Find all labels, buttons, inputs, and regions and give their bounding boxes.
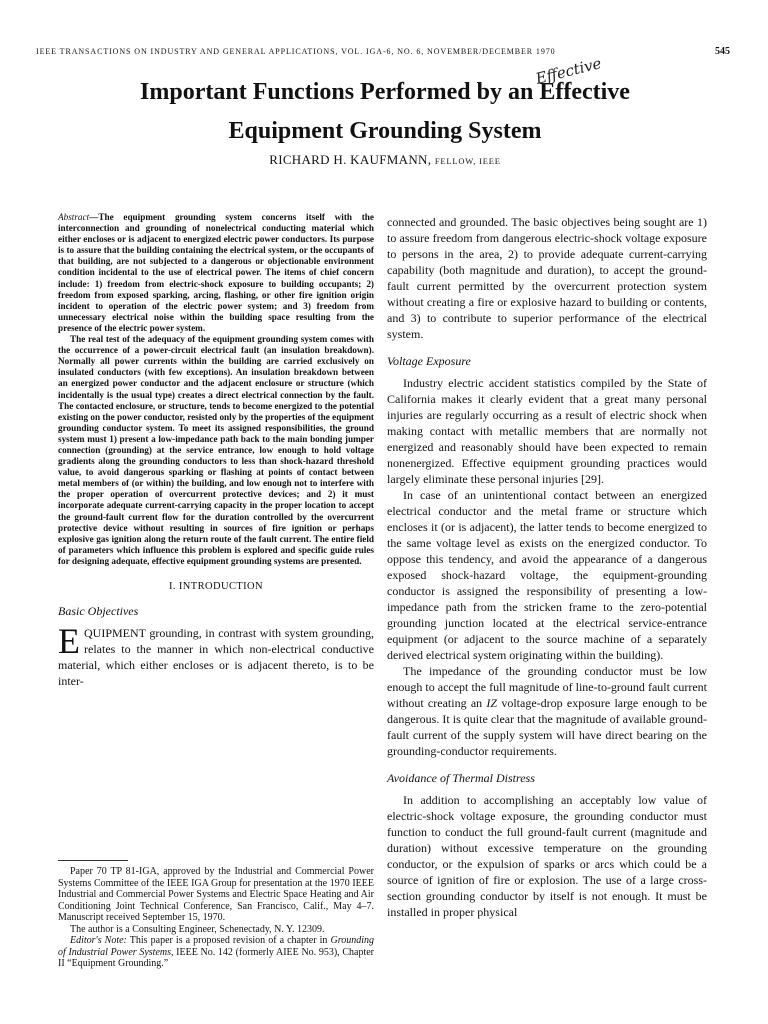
title-line-2: Equipment Grounding System bbox=[228, 118, 542, 144]
subheading-thermal-distress: Avoidance of Thermal Distress bbox=[387, 771, 535, 785]
footnote-paper: Paper 70 TP 81-IGA, approved by the Industrial and Commercial Power Systems Committee of the IEEE IGA Group for presentation at the 1970 IEEE Industrial and Commercial Power Systems and Electric Space Heating and Air Conditioning Joint Technical Conference, San Francisco, Calif., May 4–7. Manuscript received September 15, 1970. bbox=[58, 866, 374, 923]
footnote-author: The author is a Consulting Engineer, Schenectady, N. Y. 12309. bbox=[70, 923, 325, 935]
thermal-paragraph-1: In addition to accomplishing an acceptably low value of electric-shock voltage exposure, the grounding conductor must function to conduct the full ground-fault current (magnitude and duration) without excessive temperature on the grounding conductor, or the expulsion of sparks or arcs which could be a source of ignition of fire or explosion. The use of a large cross-section grounding conductor by itself is not enough. It must be installed in proper physical bbox=[387, 793, 707, 919]
intro-text: QUIPMENT grounding, in contrast with system grounding, relates to the manner in which non-electrical conductive material, which either encloses or is adjacent thereto, is to be inter- bbox=[58, 626, 374, 688]
editor-label: Editor's Note: bbox=[70, 935, 127, 946]
author-grade: FELLOW, IEEE bbox=[434, 156, 501, 166]
editor-italic: Grounding of Industrial Power Systems, bbox=[58, 935, 374, 958]
voltage-p3-b: voltage-drop exposure large enough to be dangerous. It is quite clear that the magnitude of available ground-fault current of the supply system will have direct bearing on the grounding-conductor requirements. bbox=[387, 696, 707, 758]
editor-text-2: IEEE No. 142 (formerly AIEE No. 953), Chapter II “Equipment Grounding.” bbox=[58, 946, 374, 969]
abstract-label: Abstract bbox=[58, 212, 90, 222]
abstract-paragraph-2: The real test of the adequacy of the equipment grounding system comes with the occurrence of a power-circuit electrical fault (an insulation breakdown). Normally all power currents within the building are carried exclusively on insulated conductors (with few exceptions). An insulation breakdown between an energized power conductor and the adjacent enclosure or structure (which incidentally is the usual type) creates a direct electrical connection by the fault. The contacted enclosure, or structure, tends to become energized to the potential existing on the power conductor, resisted only by the properties of the equipment grounding conductor system. To meet its assigned responsibilities, the ground system must 1) present a low-impedance path back to the main bonding jumper connection (grounding) at the service entrance, low enough to hold voltage gradients along the grounding conductors to less than shock-hazard threshold value, to avoid dangerous sparking or flashing at points of contact between metal members of (or within) the building, and low enough not to interfere with the proper operation of overcurrent protective devices; and 2) it must incorporate adequate current-carrying capacity in the proper location to accept the ground-fault current flow for the duration controlled by the overcurrent protective device without resulting in sources of fire ignition or perhaps explosive gas ignition along the return route of the fault current. The entire field of parameters which influence this problem is explored and specific guide rules for designing adequate, effective equipment grounding systems are presented. bbox=[58, 334, 374, 566]
right-column bbox=[387, 214, 707, 920]
continued-paragraph: connected and grounded. The basic objectives being sought are 1) to assure freedom from dangerous electric-shock voltage exposure to persons in the area, 2) to provide adequate current-carrying capability (both magnitude and duration), to accept the ground-fault current permitted by the overcurrent protection system without creating a fire or explosive hazard to building or contents, and 3) to contribute to superior performance of the electrical system. bbox=[387, 215, 707, 341]
drop-cap: E bbox=[58, 621, 80, 661]
abstract-paragraph-1 bbox=[58, 212, 374, 334]
voltage-paragraph-2: In case of an unintentional contact between an energized electrical conductor and the metal frame or structure which encloses it (or is adjacent), the latter tends to become energized to the same voltage level as exists on the energized conductor. To oppose this tendency, and avoid the appearance of a dangerous exposed shock-hazard voltage, the equipment-grounding conductor is assigned the responsibility of presenting a low-impedance path from the stricken frame to the zero-potential grounding junction located at the electrical service-entrance equipment (or adjacent to the source machine of a separately derived electrical system originating within the building). bbox=[387, 488, 707, 662]
voltage-paragraph-1: Industry electric accident statistics compiled by the State of California makes it clearly evident that a great many personal injuries are regularly occurring as a result of electric shock when making contact with metallic members that are normally not energized and reasonably should have been expected to remain nonenergized. Effective equipment grounding practices would largely eliminate these personal injuries [29]. bbox=[387, 376, 707, 486]
iz-term: IZ bbox=[486, 696, 498, 710]
voltage-p3-a: The impedance of the grounding conductor must be low enough to accept the full magnitude of line-to-ground fault current without creating an bbox=[387, 664, 707, 710]
journal-line: IEEE TRANSACTIONS ON INDUSTRY AND GENERAL APPLICATIONS, VOL. IGA-6, NO. 6, NOVEMBER/DECEMBER 1970 bbox=[36, 47, 556, 56]
editor-text-1: This paper is a proposed revision of a chapter in bbox=[126, 935, 331, 946]
author-name: RICHARD H. KAUFMANN, bbox=[269, 152, 432, 167]
page-number: 545 bbox=[715, 46, 730, 57]
footnote-editor bbox=[58, 935, 374, 970]
subheading-voltage-exposure: Voltage Exposure bbox=[387, 354, 471, 368]
section-heading-introduction: I. INTRODUCTION bbox=[168, 581, 264, 592]
footnotes bbox=[58, 866, 374, 970]
voltage-paragraph-3 bbox=[387, 663, 707, 759]
running-header bbox=[36, 47, 730, 56]
subheading-basic-objectives: Basic Objectives bbox=[58, 604, 139, 618]
abstract bbox=[58, 212, 374, 567]
handwritten-annotation: Effective bbox=[533, 54, 604, 88]
abstract-text-1: —The equipment grounding system concerns itself with the interconnection and grounding of nonelectrical conducting material which either encloses or is adjacent to energized electric power conductors. Its purpose is to assure that the building containing the electrical system, or the occupants of that building, are not subjected to a dangerous or objectionable environment condition incidental to the use of electrical power. The items of chief concern include: 1) freedom from electric-shock exposure to building occupants; 2) freedom from exposed sparking, arcing, flashing, or other fire ignition origin incident to operation of the electric power system; and 3) freedom from unnecessary electrical noise within the building space resulting from the presence of the electric power system. bbox=[58, 212, 374, 333]
title-line-1: Important Functions Performed by an Effective bbox=[140, 79, 630, 105]
footnote-rule bbox=[58, 860, 128, 861]
intro-paragraph bbox=[58, 621, 374, 689]
left-column bbox=[58, 212, 374, 689]
author-line bbox=[60, 152, 710, 168]
